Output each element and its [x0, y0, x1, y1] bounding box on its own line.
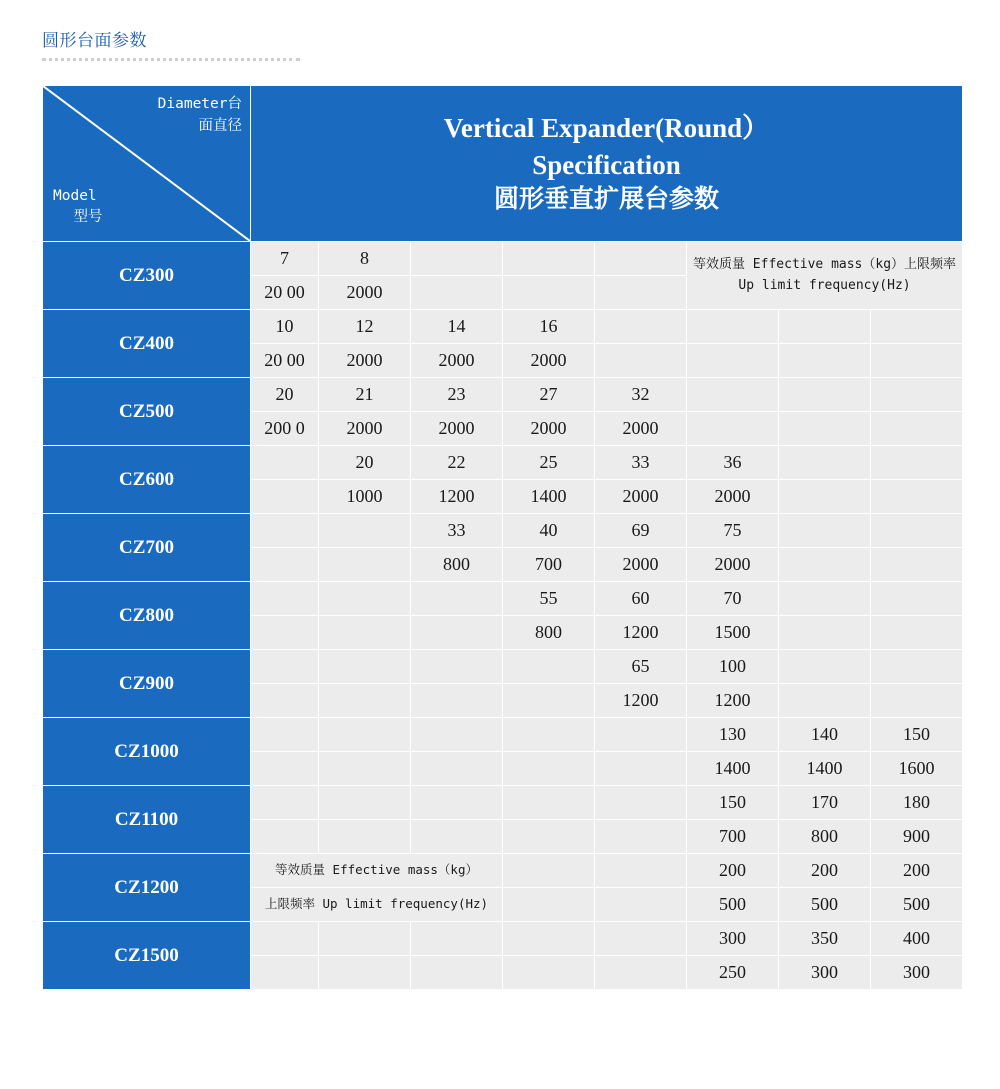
- cell-freq: 2000: [319, 412, 411, 446]
- cell-mass: 21: [319, 378, 411, 412]
- cell-freq: [411, 616, 503, 650]
- cell-mass: 33: [595, 446, 687, 480]
- cell-freq: 1200: [595, 616, 687, 650]
- cell-freq: [411, 752, 503, 786]
- cell-freq: [595, 344, 687, 378]
- row-model-cell: CZ300: [43, 242, 251, 310]
- cell-freq: [503, 956, 595, 990]
- cell-mass: [411, 922, 503, 956]
- cell-freq: 2000: [411, 412, 503, 446]
- header-diameter-line1: Diameter台: [157, 96, 242, 112]
- cell-freq: [871, 412, 963, 446]
- cell-freq: [251, 616, 319, 650]
- row-model-cell: CZ400: [43, 310, 251, 378]
- cell-freq: 300: [779, 956, 871, 990]
- cell-mass: 14: [411, 310, 503, 344]
- cell-mass: [319, 650, 411, 684]
- cell-freq: [411, 820, 503, 854]
- cell-mass: 7: [251, 242, 319, 276]
- cell-mass: 200: [687, 854, 779, 888]
- cell-mass: [871, 582, 963, 616]
- cell-freq: 2000: [595, 548, 687, 582]
- cell-freq: [779, 480, 871, 514]
- cell-freq: 250: [687, 956, 779, 990]
- cell-mass: [595, 786, 687, 820]
- cell-freq: 2000: [411, 344, 503, 378]
- cell-mass: [251, 718, 319, 752]
- cell-freq: 1200: [687, 684, 779, 718]
- table-row: [43, 650, 963, 684]
- spec-table-container: [42, 85, 958, 990]
- cell-freq: [411, 684, 503, 718]
- cell-mass: [595, 310, 687, 344]
- cell-freq: [871, 548, 963, 582]
- cell-mass: [871, 650, 963, 684]
- table-row: [43, 854, 963, 888]
- cell-mass: [503, 922, 595, 956]
- cell-mass: 33: [411, 514, 503, 548]
- page-title: 圆形台面参数: [42, 31, 147, 50]
- cell-mass: 16: [503, 310, 595, 344]
- cell-mass: [595, 854, 687, 888]
- cell-mass: [319, 514, 411, 548]
- cell-mass: 20: [319, 446, 411, 480]
- cell-freq: 1400: [687, 752, 779, 786]
- cell-freq: 1600: [871, 752, 963, 786]
- cell-freq: 2000: [319, 276, 411, 310]
- cell-mass: [687, 310, 779, 344]
- legend-freq-cell: 上限频率 Up limit frequency(Hz): [251, 888, 503, 922]
- header-model-line2: 型号: [73, 209, 103, 226]
- cell-freq: 2000: [595, 480, 687, 514]
- cell-mass: 12: [319, 310, 411, 344]
- cell-freq: 700: [503, 548, 595, 582]
- legend-note-cell: 等效质量 Effective mass（kg）上限频率 Up limit frequency(Hz): [687, 242, 963, 310]
- cell-mass: 180: [871, 786, 963, 820]
- cell-freq: [595, 956, 687, 990]
- cell-mass: [779, 514, 871, 548]
- spec-table: [42, 85, 963, 990]
- cell-freq: [595, 752, 687, 786]
- cell-freq: [251, 548, 319, 582]
- cell-mass: [871, 310, 963, 344]
- cell-freq: 800: [411, 548, 503, 582]
- cell-freq: [779, 616, 871, 650]
- table-row: [43, 922, 963, 956]
- cell-freq: [411, 956, 503, 990]
- legend-mass-cell: 等效质量 Effective mass（kg）: [251, 854, 503, 888]
- cell-mass: [319, 922, 411, 956]
- cell-freq: 1000: [319, 480, 411, 514]
- row-model-cell: CZ800: [43, 582, 251, 650]
- row-model-cell: CZ1000: [43, 718, 251, 786]
- cell-mass: [411, 786, 503, 820]
- cell-mass: [871, 514, 963, 548]
- cell-freq: 1400: [503, 480, 595, 514]
- cell-freq: [503, 276, 595, 310]
- row-model-cell: CZ1200: [43, 854, 251, 922]
- cell-mass: [779, 446, 871, 480]
- cell-freq: 200 0: [251, 412, 319, 446]
- cell-freq: [871, 480, 963, 514]
- cell-freq: 500: [687, 888, 779, 922]
- table-row: [43, 582, 963, 616]
- cell-mass: 65: [595, 650, 687, 684]
- cell-freq: 2000: [503, 344, 595, 378]
- cell-mass: [503, 718, 595, 752]
- cell-freq: 700: [687, 820, 779, 854]
- cell-freq: 800: [503, 616, 595, 650]
- cell-mass: [595, 922, 687, 956]
- cell-mass: 350: [779, 922, 871, 956]
- cell-mass: [779, 310, 871, 344]
- cell-freq: [319, 616, 411, 650]
- cell-mass: 55: [503, 582, 595, 616]
- row-model-cell: CZ1100: [43, 786, 251, 854]
- cell-mass: 100: [687, 650, 779, 684]
- cell-mass: 23: [411, 378, 503, 412]
- cell-mass: [251, 446, 319, 480]
- cell-mass: [503, 650, 595, 684]
- cell-freq: [251, 820, 319, 854]
- table-row: [43, 786, 963, 820]
- title-divider: [42, 58, 300, 64]
- cell-freq: [779, 548, 871, 582]
- header-title-cell: [251, 86, 963, 242]
- cell-freq: [687, 412, 779, 446]
- header-corner-cell: [43, 86, 251, 242]
- cell-freq: 800: [779, 820, 871, 854]
- cell-mass: [319, 718, 411, 752]
- cell-mass: 60: [595, 582, 687, 616]
- cell-freq: [779, 684, 871, 718]
- cell-freq: [319, 956, 411, 990]
- cell-mass: [411, 718, 503, 752]
- header-model-label: [53, 186, 173, 230]
- cell-mass: [871, 378, 963, 412]
- cell-mass: [251, 922, 319, 956]
- cell-freq: 2000: [595, 412, 687, 446]
- cell-mass: [411, 650, 503, 684]
- table-row: [43, 378, 963, 412]
- cell-mass: [411, 242, 503, 276]
- cell-mass: [595, 242, 687, 276]
- row-model-cell: CZ700: [43, 514, 251, 582]
- cell-freq: [595, 820, 687, 854]
- header-title-en-2: Specification: [532, 149, 681, 180]
- cell-freq: [503, 752, 595, 786]
- row-model-cell: CZ600: [43, 446, 251, 514]
- cell-freq: [779, 344, 871, 378]
- cell-mass: [871, 446, 963, 480]
- cell-mass: 75: [687, 514, 779, 548]
- cell-freq: [871, 616, 963, 650]
- cell-freq: [251, 480, 319, 514]
- cell-mass: [503, 786, 595, 820]
- cell-mass: [251, 514, 319, 548]
- cell-mass: 400: [871, 922, 963, 956]
- cell-freq: 900: [871, 820, 963, 854]
- cell-mass: 22: [411, 446, 503, 480]
- cell-mass: [251, 650, 319, 684]
- cell-freq: [503, 820, 595, 854]
- header-title-en-1: Vertical Expander(Round）: [443, 113, 770, 144]
- cell-freq: 1500: [687, 616, 779, 650]
- cell-freq: 1400: [779, 752, 871, 786]
- cell-freq: 20 00: [251, 344, 319, 378]
- cell-mass: 130: [687, 718, 779, 752]
- table-row: [43, 514, 963, 548]
- cell-mass: 170: [779, 786, 871, 820]
- header-model-line1: Model: [53, 187, 97, 204]
- cell-freq: 2000: [503, 412, 595, 446]
- row-model-cell: CZ500: [43, 378, 251, 446]
- cell-mass: [503, 854, 595, 888]
- cell-mass: [319, 786, 411, 820]
- cell-mass: [503, 242, 595, 276]
- row-model-cell: CZ900: [43, 650, 251, 718]
- header-diameter-label: [92, 94, 242, 138]
- table-row: [43, 718, 963, 752]
- cell-freq: [411, 276, 503, 310]
- cell-mass: 32: [595, 378, 687, 412]
- cell-mass: 27: [503, 378, 595, 412]
- cell-mass: 300: [687, 922, 779, 956]
- cell-mass: 40: [503, 514, 595, 548]
- cell-freq: [687, 344, 779, 378]
- cell-mass: 69: [595, 514, 687, 548]
- table-row: [43, 446, 963, 480]
- cell-freq: 500: [779, 888, 871, 922]
- cell-freq: [595, 888, 687, 922]
- cell-mass: 140: [779, 718, 871, 752]
- cell-mass: 70: [687, 582, 779, 616]
- cell-freq: 2000: [687, 480, 779, 514]
- cell-mass: 8: [319, 242, 411, 276]
- cell-freq: 500: [871, 888, 963, 922]
- cell-mass: [251, 582, 319, 616]
- cell-mass: [251, 786, 319, 820]
- header-diameter-line2: 面直径: [198, 117, 242, 134]
- row-model-cell: CZ1500: [43, 922, 251, 990]
- cell-freq: [595, 276, 687, 310]
- header-title-zh: 圆形垂直扩展台参数: [494, 185, 720, 214]
- cell-freq: [503, 684, 595, 718]
- cell-freq: 300: [871, 956, 963, 990]
- cell-mass: [687, 378, 779, 412]
- cell-mass: [595, 718, 687, 752]
- cell-freq: 2000: [319, 344, 411, 378]
- cell-freq: [319, 820, 411, 854]
- cell-mass: 150: [687, 786, 779, 820]
- cell-mass: 200: [779, 854, 871, 888]
- table-header-row: [43, 86, 963, 242]
- table-row: [43, 310, 963, 344]
- cell-freq: 1200: [595, 684, 687, 718]
- table-row: [43, 242, 963, 276]
- cell-freq: [319, 684, 411, 718]
- cell-mass: [779, 582, 871, 616]
- cell-freq: [779, 412, 871, 446]
- cell-mass: 10: [251, 310, 319, 344]
- cell-freq: [319, 548, 411, 582]
- cell-freq: [251, 684, 319, 718]
- cell-freq: [871, 684, 963, 718]
- cell-mass: [779, 650, 871, 684]
- cell-mass: [319, 582, 411, 616]
- cell-mass: 25: [503, 446, 595, 480]
- cell-mass: 200: [871, 854, 963, 888]
- cell-freq: [251, 752, 319, 786]
- cell-freq: 20 00: [251, 276, 319, 310]
- cell-mass: 20: [251, 378, 319, 412]
- cell-freq: [503, 888, 595, 922]
- cell-mass: 150: [871, 718, 963, 752]
- cell-freq: [871, 344, 963, 378]
- cell-freq: [251, 956, 319, 990]
- cell-mass: [779, 378, 871, 412]
- cell-freq: 2000: [687, 548, 779, 582]
- cell-mass: [411, 582, 503, 616]
- cell-mass: 36: [687, 446, 779, 480]
- cell-freq: 1200: [411, 480, 503, 514]
- cell-freq: [319, 752, 411, 786]
